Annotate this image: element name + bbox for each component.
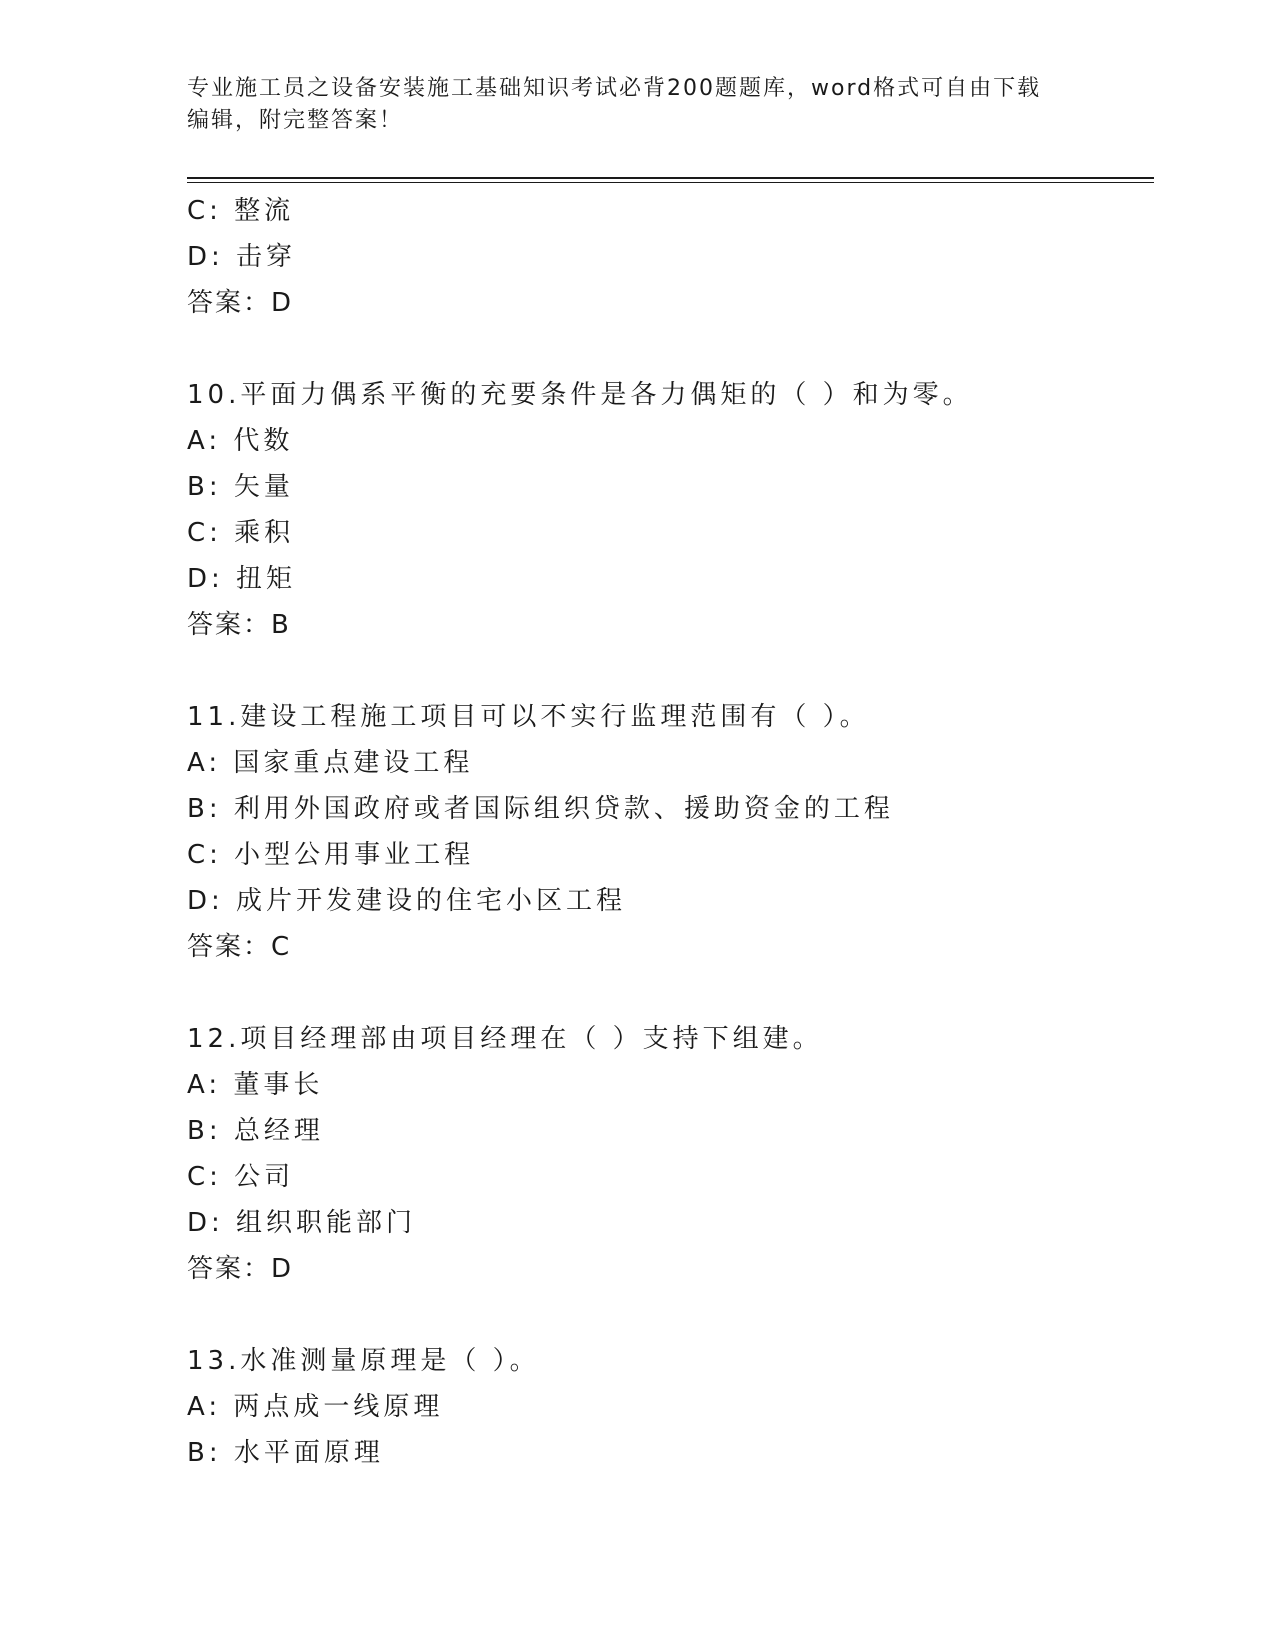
- spacer: [187, 1292, 1147, 1338]
- answer: 答案：B: [187, 610, 291, 640]
- answer: 答案：D: [187, 288, 294, 318]
- option-b: B: 总经理: [187, 1116, 324, 1146]
- option-b: B: 利用外国政府或者国际组织贷款、援助资金的工程: [187, 794, 894, 824]
- header-divider-thin: [187, 182, 1154, 183]
- option-d: D: 成片开发建设的住宅小区工程: [187, 886, 627, 916]
- spacer: [187, 326, 1147, 372]
- document-header: [187, 73, 1087, 137]
- header-line-2: 编辑，附完整答案！: [187, 108, 404, 133]
- question-text: 12.项目经理部由项目经理在（ ）支持下组建。: [187, 1024, 823, 1054]
- question-block-13: [187, 1338, 1147, 1476]
- option-c: C: 乘积: [187, 518, 295, 548]
- option-c: C: 整流: [187, 196, 295, 226]
- option-c: C: 公司: [187, 1162, 295, 1192]
- spacer: [187, 970, 1147, 1016]
- option-d: D: 击穿: [187, 242, 297, 272]
- option-a: A: 代数: [187, 426, 294, 456]
- question-text: 10.平面力偶系平衡的充要条件是各力偶矩的（ ）和为零。: [187, 380, 973, 410]
- spacer: [187, 648, 1147, 694]
- question-text: 11.建设工程施工项目可以不实行监理范围有（ ）。: [187, 702, 870, 732]
- question-block-11: [187, 694, 1147, 970]
- option-d: D: 组织职能部门: [187, 1208, 417, 1238]
- option-b: B: 水平面原理: [187, 1438, 384, 1468]
- option-d: D: 扭矩: [187, 564, 297, 594]
- document-body: [187, 188, 1147, 1476]
- option-a: A: 董事长: [187, 1070, 324, 1100]
- question-block-10: [187, 372, 1147, 648]
- option-c: C: 小型公用事业工程: [187, 840, 475, 870]
- answer: 答案：D: [187, 1254, 294, 1284]
- header-line-1: 专业施工员之设备安装施工基础知识考试必背200题题库，word格式可自由下载: [187, 76, 1042, 101]
- option-a: A: 两点成一线原理: [187, 1392, 444, 1422]
- question-block-prev: [187, 188, 1147, 326]
- option-b: B: 矢量: [187, 472, 294, 502]
- answer: 答案：C: [187, 932, 292, 962]
- question-block-12: [187, 1016, 1147, 1292]
- header-divider-thick: [187, 177, 1154, 179]
- question-text: 13.水准测量原理是（ ）。: [187, 1346, 540, 1376]
- option-a: A: 国家重点建设工程: [187, 748, 474, 778]
